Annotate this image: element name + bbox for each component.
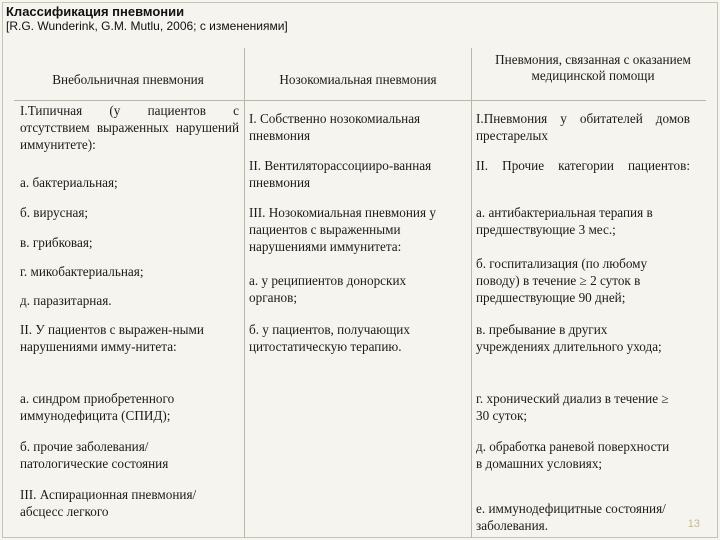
header-nosocomial-pneumonia: Нозокомиальная пневмония <box>279 72 437 87</box>
column-divider <box>471 48 472 538</box>
list-item: III. Аспирационная пневмония/абсцесс легкого <box>20 487 197 519</box>
list-item: II. Прочие категории пациентов: <box>476 158 690 173</box>
list-item: б. госпитализация (по любому поводу) в течение ≥ 2 суток в предшествующие 90 дней; <box>476 256 648 305</box>
slide-subtitle: [R.G. Wunderink, G.M. Mutlu, 2006; с изменениями] <box>6 19 288 33</box>
list-item: I.Пневмония у обитателей домов престарелых <box>476 111 690 143</box>
list-item: в. пребывание в других учреждениях длительного ухода; <box>476 322 662 354</box>
list-item: II. Вентиляторассоцииро-ванная пневмония <box>249 158 432 190</box>
list-item: а. у реципиентов донорских органов; <box>249 273 407 305</box>
list-item: д. паразитарная. <box>20 293 112 308</box>
header-row-divider <box>14 100 706 101</box>
list-item: б. у пациентов, получающих цитостатическую терапию. <box>249 322 410 354</box>
list-item: I.Типичная (у пациентов с отсутствием выраженных нарушений иммунитете): <box>20 103 239 152</box>
list-item: а. бактериальная; <box>20 175 118 190</box>
list-item: г. микобактериальная; <box>20 264 144 279</box>
list-item: в. грибковая; <box>20 235 93 250</box>
list-item: III. Нозокомиальная пневмония у пациентов с выраженными нарушениями иммунитета: <box>249 205 436 254</box>
page-number: 13 <box>687 518 700 530</box>
column-divider <box>244 48 245 538</box>
list-item: а. антибактериальная терапия в предшествующие 3 мес.; <box>476 205 653 237</box>
list-item: а. синдром приобретенного иммунодефицита (СПИД); <box>20 391 175 423</box>
list-item: б. вирусная; <box>20 205 89 220</box>
list-item: I. Собственно нозокомиальная пневмония <box>249 111 421 143</box>
list-item: д. обработка раневой поверхности в домашних условиях; <box>476 439 670 471</box>
list-item: б. прочие заболевания/ патологические состояния <box>20 439 169 471</box>
list-item: II. У пациентов с выражен-ными нарушениями имму-нитета: <box>20 322 204 354</box>
slide-title: Классификация пневмонии <box>6 4 185 19</box>
header-healthcare-associated-pneumonia: Пневмония, связанная с оказанием медицинской помощи <box>495 52 691 83</box>
list-item: г. хронический диализ в течение ≥ 30 суток; <box>476 391 669 423</box>
list-item: е. иммунодефицитные состояния/заболевания. <box>476 501 666 533</box>
header-community-pneumonia: Внебольничная пневмония <box>52 72 204 87</box>
